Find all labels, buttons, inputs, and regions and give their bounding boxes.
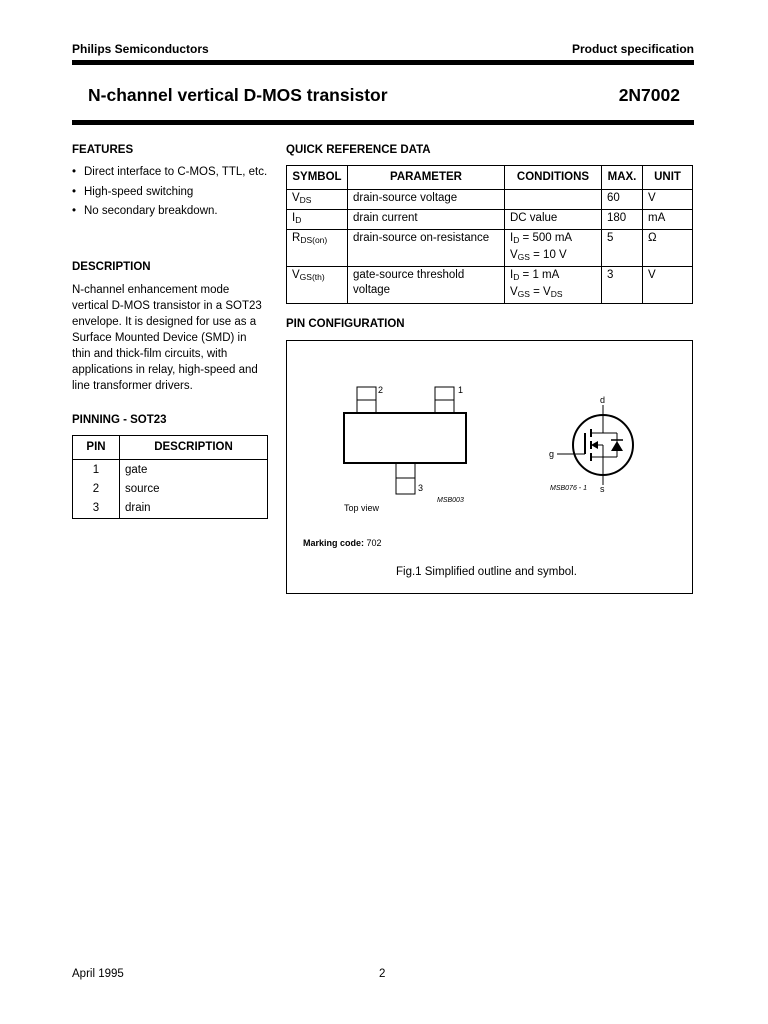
- conditions-cell: [505, 190, 602, 210]
- pin-desc-cell: gate: [120, 460, 268, 480]
- footer-date: April 1995: [72, 968, 124, 980]
- pinning-table: [72, 435, 268, 519]
- column-header: CONDITIONS: [505, 166, 602, 190]
- column-header: MAX.: [602, 166, 643, 190]
- pin-desc-cell: source: [120, 479, 268, 498]
- description-text: [72, 282, 282, 394]
- qrd-heading: QUICK REFERENCE DATA: [286, 144, 431, 156]
- drain-terminal-label: d: [600, 395, 606, 405]
- page-number: 2: [379, 968, 386, 980]
- symbol-cell: $V_{GS(th)}$: [287, 267, 348, 304]
- description-line: envelope. It is designed for use as a: [72, 316, 257, 328]
- conditions-cell: $I_D = 1$ mA $V_{GS} = V_{DS}$: [505, 267, 602, 304]
- description-line: applications in relay, high-speed and: [72, 364, 258, 376]
- pin-2-label: 2: [378, 385, 384, 395]
- bullet: •: [72, 185, 77, 198]
- description-line: N-channel enhancement mode: [72, 284, 230, 296]
- column-header: DESCRIPTION: [120, 436, 268, 460]
- feature-text: High-speed switching: [84, 185, 194, 198]
- pin-config-figure: [286, 340, 693, 594]
- pin-1-label: 1: [458, 385, 464, 395]
- mosfet-symbol-icon: [557, 405, 633, 485]
- pinning-heading: PINNING - SOT23: [72, 414, 167, 426]
- symbol-cell: $I_D$: [287, 210, 348, 230]
- parameter-cell: drain-source voltage: [348, 190, 505, 210]
- pin-cell: 2: [73, 479, 120, 498]
- top-view-label: Top view: [344, 503, 380, 513]
- symbol-cell: $V_{DS}$: [287, 190, 348, 210]
- column-header: PARAMETER: [348, 166, 505, 190]
- column-header: UNIT: [643, 166, 693, 190]
- parameter-cell: gate-source threshold voltage: [348, 267, 505, 304]
- features-heading: FEATURES: [72, 144, 134, 156]
- pin-desc-cell: drain: [120, 498, 268, 519]
- description-line: thin and thick-film circuits, with: [72, 348, 228, 360]
- list-item: [72, 204, 272, 220]
- pin-cell: 3: [73, 498, 120, 519]
- unit-cell: Ω: [643, 230, 693, 267]
- outline-code: MSB003: [437, 497, 464, 504]
- package-body: [344, 413, 466, 463]
- symbol-code: MSB076 - 1: [550, 485, 587, 492]
- list-item: [72, 165, 272, 181]
- header-rule: [72, 60, 694, 65]
- table-row: [287, 230, 693, 267]
- description-heading: DESCRIPTION: [72, 261, 151, 273]
- description-line: Surface Mounted Device (SMD) in: [72, 332, 247, 344]
- max-cell: 3: [602, 267, 643, 304]
- max-cell: 5: [602, 230, 643, 267]
- bullet: •: [72, 205, 77, 217]
- bullet: •: [72, 166, 77, 178]
- table-row: [287, 267, 693, 304]
- table-row: [73, 498, 268, 519]
- figure-caption: Fig.1 Simplified outline and symbol.: [396, 566, 577, 578]
- feature-text: Direct interface to C-MOS, TTL, etc.: [84, 166, 268, 178]
- gate-terminal-label: g: [549, 449, 555, 459]
- max-cell: 60: [602, 190, 643, 210]
- conditions-cell: DC value: [505, 210, 602, 230]
- parameter-cell: drain current: [348, 210, 505, 230]
- table-row: [73, 479, 268, 498]
- list-item: [72, 185, 272, 201]
- marking-code: Marking code: 702: [303, 538, 382, 548]
- features-list: [72, 165, 272, 224]
- title-rule: [72, 120, 694, 125]
- conditions-cell: $I_D = 500$ mA $V_{GS} = 10$ V: [505, 230, 602, 267]
- page-title: N-channel vertical D-MOS transistor: [88, 85, 388, 105]
- unit-cell: V: [643, 267, 693, 304]
- document-type: Product specification: [571, 42, 694, 56]
- symbol-cell: $R_{DS(on)}$: [287, 230, 348, 267]
- column-header: PIN: [73, 436, 120, 460]
- pin-3-label: 3: [418, 483, 424, 493]
- table-row: [287, 210, 693, 230]
- unit-cell: mA: [643, 210, 693, 230]
- qrd-table: [286, 165, 693, 304]
- company-name: Philips Semiconductors: [72, 42, 209, 56]
- max-cell: 180: [602, 210, 643, 230]
- column-header: SYMBOL: [287, 166, 348, 190]
- table-row: [287, 190, 693, 210]
- unit-cell: V: [643, 190, 693, 210]
- source-terminal-label: s: [600, 484, 605, 494]
- description-line: vertical D-MOS transistor in a SOT23: [72, 300, 262, 312]
- table-row: [73, 460, 268, 480]
- pin-cell: 1: [73, 460, 120, 480]
- description-line: line transformer drivers.: [72, 380, 193, 392]
- feature-text: No secondary breakdown.: [84, 205, 218, 217]
- part-number: 2N7002: [618, 85, 680, 105]
- parameter-cell: drain-source on-resistance: [348, 230, 505, 267]
- package-outline-diagram: [287, 341, 692, 593]
- pin-config-heading: PIN CONFIGURATION: [286, 318, 405, 330]
